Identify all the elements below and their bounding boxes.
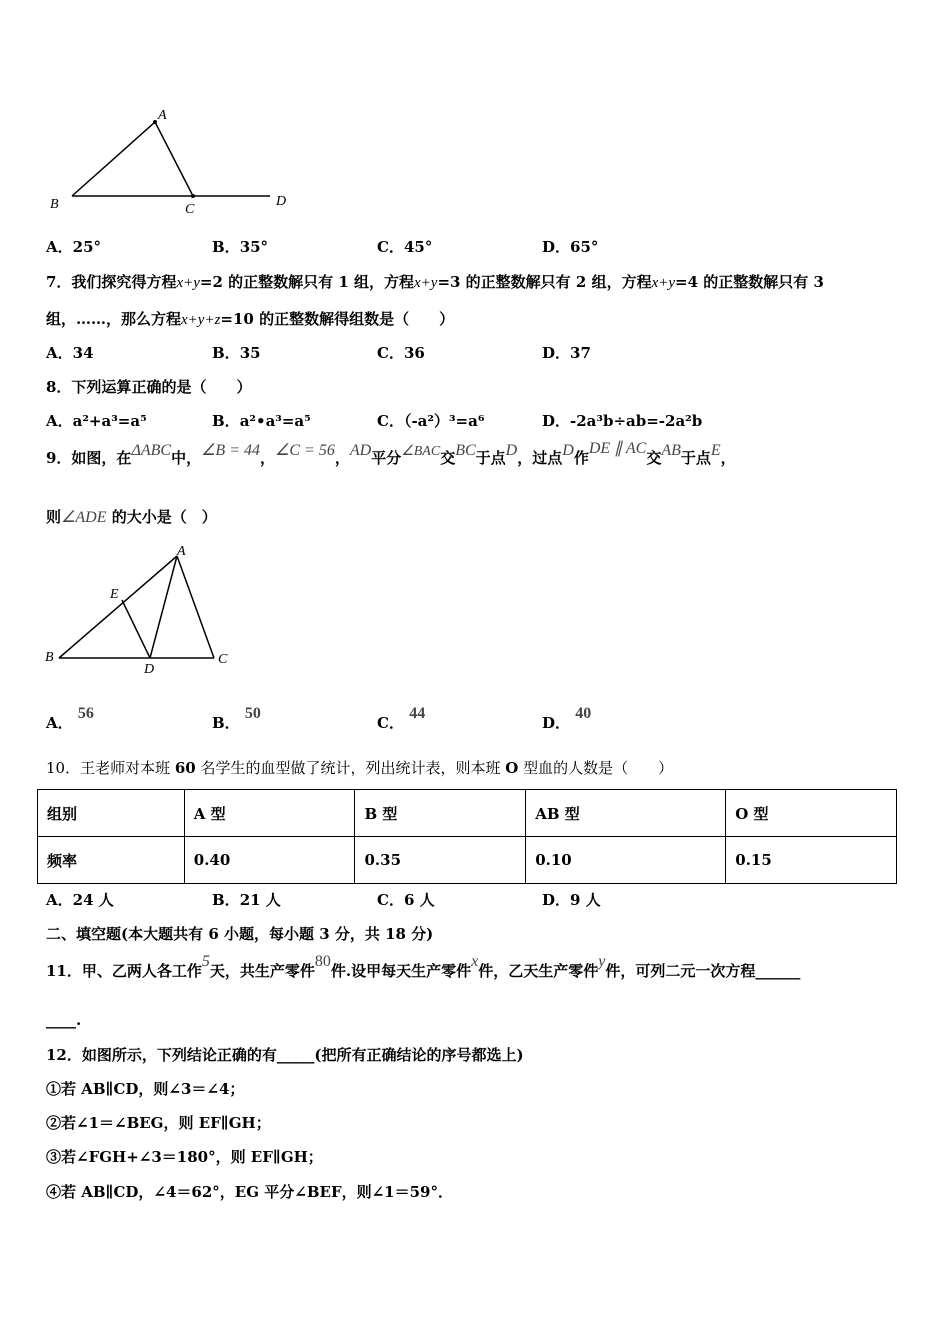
q8-option-b[interactable]: B．a²•a³=a⁵ — [212, 412, 311, 430]
fig2-label-b: B — [45, 650, 54, 665]
fig2-label-d: D — [144, 662, 155, 677]
triangle-figure-1 — [40, 100, 300, 220]
table-cell: 0.35 — [355, 837, 526, 884]
q6-option-b[interactable]: B．35° — [212, 238, 269, 256]
q10-option-d[interactable]: D．9 人 — [542, 891, 601, 909]
q10-option-b[interactable]: B．21 人 — [212, 891, 281, 909]
q6-option-a[interactable]: A．25° — [46, 238, 102, 256]
q11-stem-line1: 11．甲、乙两人各工作5天，共生产零件80件.设甲每天生产零件x件，乙天生产零件y件，可列二元一次方程______ — [46, 953, 801, 980]
q10-option-c[interactable]: C．6 人 — [377, 891, 435, 909]
q7-option-d[interactable]: D．37 — [542, 344, 591, 362]
table-header-cell: B 型 — [355, 790, 526, 837]
table-header-cell: O 型 — [726, 790, 897, 837]
q9-option-d[interactable]: D． 40 — [542, 705, 592, 732]
q12-item-4: ④若 AB∥CD，∠4＝62°，EG 平分∠BEF，则∠1＝59°． — [46, 1183, 453, 1201]
table-header-cell: AB 型 — [526, 790, 726, 837]
section-2-heading: 二、填空题(本大题共有 6 小题，每小题 3 分，共 18 分) — [46, 925, 434, 943]
q6-option-c[interactable]: C．45° — [377, 238, 433, 256]
q9-option-b[interactable]: B． 50 — [212, 705, 261, 732]
q9-option-c[interactable]: C． 44 — [377, 705, 426, 732]
q9-stem-line2: 则∠ADE 的大小是（ ） — [46, 508, 217, 526]
fig2-label-a: A — [177, 544, 186, 559]
q8-option-d[interactable]: D．-2a³b÷ab=-2a²b — [542, 412, 703, 430]
q10-option-a[interactable]: A．24 人 — [46, 891, 114, 909]
q9-stem-line1: 9．如图，在ΔABC中，∠B = 44，∠C = 56，AD平分∠BAC交BC于点D，过点D作DE ∥ AC交AB于点E， — [46, 440, 736, 467]
blood-type-table — [37, 789, 897, 884]
table-cell: 0.40 — [184, 837, 355, 884]
fig1-label-b: B — [50, 197, 59, 212]
q7-option-c[interactable]: C．36 — [377, 344, 425, 362]
fig1-label-a: A — [158, 108, 167, 123]
q8-option-c[interactable]: C．（-a²）³=a⁶ — [377, 412, 485, 430]
table-header-cell: 组别 — [38, 790, 185, 837]
table-cell: 0.10 — [526, 837, 726, 884]
fig1-label-d: D — [276, 194, 287, 209]
table-row — [38, 837, 897, 884]
q11-answer-blank[interactable]: ____. — [46, 1011, 82, 1029]
q7-stem-line1: 7．我们探究得方程x+y=2 的正整数解只有 1 组，方程x+y=3 的正整数解只有 2 组，方程x+y=4 的正整数解只有 3 — [46, 273, 824, 291]
q8-stem: 8．下列运算正确的是（ ） — [46, 378, 252, 396]
q7-option-a[interactable]: A．34 — [46, 344, 94, 362]
table-cell: 频率 — [38, 837, 185, 884]
fig2-label-e: E — [110, 587, 119, 602]
table-cell: 0.15 — [726, 837, 897, 884]
q10-stem: 10．王老师对本班 60 名学生的血型做了统计，列出统计表，则本班 O 型血的人数是（ ） — [46, 759, 674, 777]
q7-stem-line2: 组，……，那么方程x+y+z=10 的正整数解得组数是（ ） — [46, 310, 455, 328]
fig1-label-c: C — [185, 202, 195, 217]
q12-stem: 12．如图所示，下列结论正确的有_____(把所有正确结论的序号都选上) — [46, 1046, 524, 1064]
q9-option-a[interactable]: A． 56 — [46, 705, 94, 732]
fig2-label-c: C — [218, 652, 228, 667]
q7-option-b[interactable]: B．35 — [212, 344, 261, 362]
q8-option-a[interactable]: A．a²+a³=a⁵ — [46, 412, 147, 430]
q12-item-2: ②若∠1＝∠BEG，则 EF∥GH； — [46, 1114, 271, 1132]
q12-item-1: ①若 AB∥CD，则∠3＝∠4； — [46, 1080, 245, 1098]
table-header-row — [38, 790, 897, 837]
table-header-cell: A 型 — [184, 790, 355, 837]
q6-option-d[interactable]: D．65° — [542, 238, 599, 256]
triangle-figure-2 — [40, 540, 240, 680]
q12-item-3: ③若∠FGH+∠3＝180°，则 EF∥GH； — [46, 1148, 323, 1166]
